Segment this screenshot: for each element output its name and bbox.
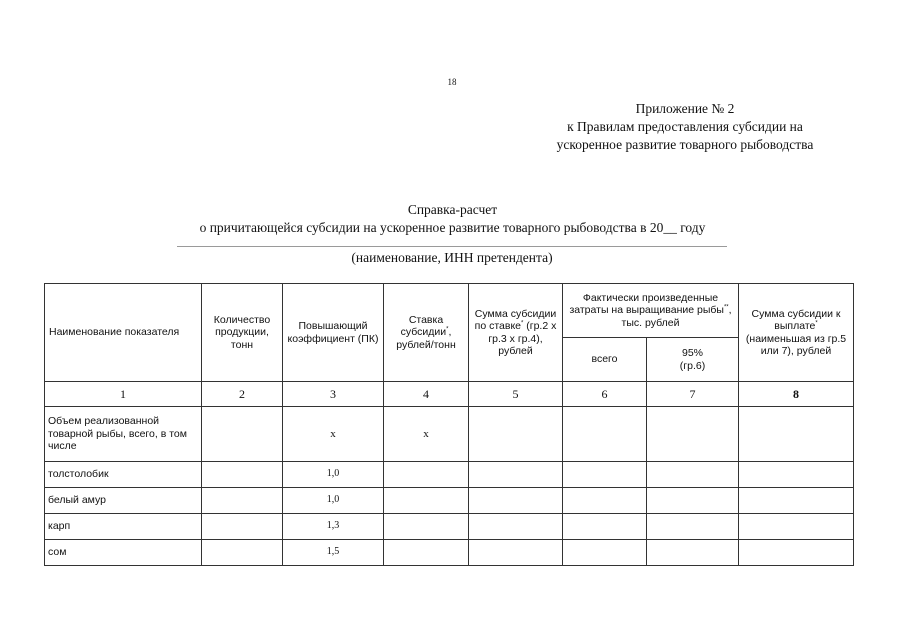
column-number: 6 xyxy=(563,382,647,407)
actual-95-cell[interactable] xyxy=(647,407,739,462)
actual-total-cell[interactable] xyxy=(563,488,647,514)
header-actual-95-line-2: (гр.6) xyxy=(679,359,706,372)
actual-total-cell[interactable] xyxy=(563,462,647,488)
coefficient-cell: 1,5 xyxy=(283,540,384,566)
header-coefficient: Повышающий коэффициент (ПК) xyxy=(283,284,384,382)
column-number: 5 xyxy=(469,382,563,407)
header-sum-formula: (гр.2 х гр.3 х гр.4), рублей xyxy=(488,320,557,357)
row-name: белый амур xyxy=(45,488,202,514)
header-payout-text: Сумма субсидии к выплате xyxy=(751,307,841,332)
column-number: 2 xyxy=(202,382,283,407)
column-number: 1 xyxy=(45,382,202,407)
header-quantity: Количество продукции, тонн xyxy=(202,284,283,382)
quantity-cell[interactable] xyxy=(202,514,283,540)
quantity-cell[interactable] xyxy=(202,488,283,514)
table-row xyxy=(45,407,854,462)
rate-cell[interactable] xyxy=(384,514,469,540)
applicant-name-line xyxy=(177,246,727,247)
row-name: Объем реализованной товарной рыбы, всего, в том числе xyxy=(45,407,202,462)
header-payout-footnote: * xyxy=(815,320,818,327)
quantity-cell[interactable] xyxy=(202,540,283,566)
header-actual-total: всего xyxy=(563,338,647,382)
actual-total-cell[interactable] xyxy=(563,407,647,462)
row-name: карп xyxy=(45,514,202,540)
header-sum xyxy=(469,284,563,382)
actual-total-cell[interactable] xyxy=(563,540,647,566)
header-actual-95 xyxy=(647,338,739,382)
header-rate-footnote: * xyxy=(446,326,449,333)
actual-95-cell[interactable] xyxy=(647,514,739,540)
payout-cell[interactable] xyxy=(739,488,854,514)
coefficient-cell: 1,0 xyxy=(283,488,384,514)
actual-95-cell[interactable] xyxy=(647,488,739,514)
payout-cell[interactable] xyxy=(739,407,854,462)
applicant-name-caption: (наименование, ИНН претендента) xyxy=(351,250,553,265)
document-title xyxy=(100,201,805,237)
row-name: сом xyxy=(45,540,202,566)
column-numbers-row xyxy=(45,382,854,407)
header-rate-unit: , рублей/тонн xyxy=(396,326,456,351)
header-actual-costs xyxy=(563,284,739,338)
table-row xyxy=(45,540,854,566)
sum-cell[interactable] xyxy=(469,540,563,566)
rate-cell[interactable] xyxy=(384,488,469,514)
rate-cell: х xyxy=(384,407,469,462)
appendix-header xyxy=(520,100,850,154)
header-rate xyxy=(384,284,469,382)
sum-cell[interactable] xyxy=(469,514,563,540)
title-line-1: Справка-расчет xyxy=(407,202,498,217)
appendix-line-3: ускоренное развитие товарного рыбоводства xyxy=(556,137,814,152)
sum-cell[interactable] xyxy=(469,488,563,514)
header-actual-95-line-1: 95% xyxy=(682,347,704,359)
column-number: 4 xyxy=(384,382,469,407)
column-number: 8 xyxy=(739,382,854,407)
page-number: 18 xyxy=(447,77,457,87)
rate-cell[interactable] xyxy=(384,540,469,566)
header-actual-text: Фактически произведенные затраты на выращивание рыбы xyxy=(569,291,724,317)
rate-cell[interactable] xyxy=(384,462,469,488)
appendix-line-1: Приложение № 2 xyxy=(635,101,735,116)
coefficient-cell: х xyxy=(283,407,384,462)
sum-cell[interactable] xyxy=(469,462,563,488)
header-sum-footnote: * xyxy=(521,320,524,327)
header-name: Наименование показателя xyxy=(45,284,202,382)
row-name: толстолобик xyxy=(45,462,202,488)
appendix-line-2: к Правилам предоставления субсидии на xyxy=(567,119,803,134)
header-actual-footnote: ** xyxy=(723,304,729,311)
actual-95-cell[interactable] xyxy=(647,540,739,566)
header-payout-detail: (наименьшая из гр.5 или 7), рублей xyxy=(745,332,847,357)
actual-95-cell[interactable] xyxy=(647,462,739,488)
title-line-2: о причитающейся субсидии на ускоренное развитие товарного рыбоводства в 20__ году xyxy=(199,220,706,235)
actual-total-cell[interactable] xyxy=(563,514,647,540)
table-row xyxy=(45,488,854,514)
sum-cell[interactable] xyxy=(469,407,563,462)
payout-cell[interactable] xyxy=(739,540,854,566)
column-number: 3 xyxy=(283,382,384,407)
payout-cell[interactable] xyxy=(739,514,854,540)
quantity-cell[interactable] xyxy=(202,462,283,488)
coefficient-cell: 1,0 xyxy=(283,462,384,488)
quantity-cell[interactable] xyxy=(202,407,283,462)
table-row xyxy=(45,514,854,540)
subsidy-calculation-table xyxy=(44,283,854,566)
header-payout xyxy=(739,284,854,382)
table-row xyxy=(45,462,854,488)
payout-cell[interactable] xyxy=(739,462,854,488)
coefficient-cell: 1,3 xyxy=(283,514,384,540)
header-actual-unit: , тыс. рублей xyxy=(621,304,732,329)
header-sum-text: Сумма субсидии по ставке xyxy=(474,307,557,332)
header-rate-text: Ставка субсидии xyxy=(400,313,447,339)
column-number: 7 xyxy=(647,382,739,407)
